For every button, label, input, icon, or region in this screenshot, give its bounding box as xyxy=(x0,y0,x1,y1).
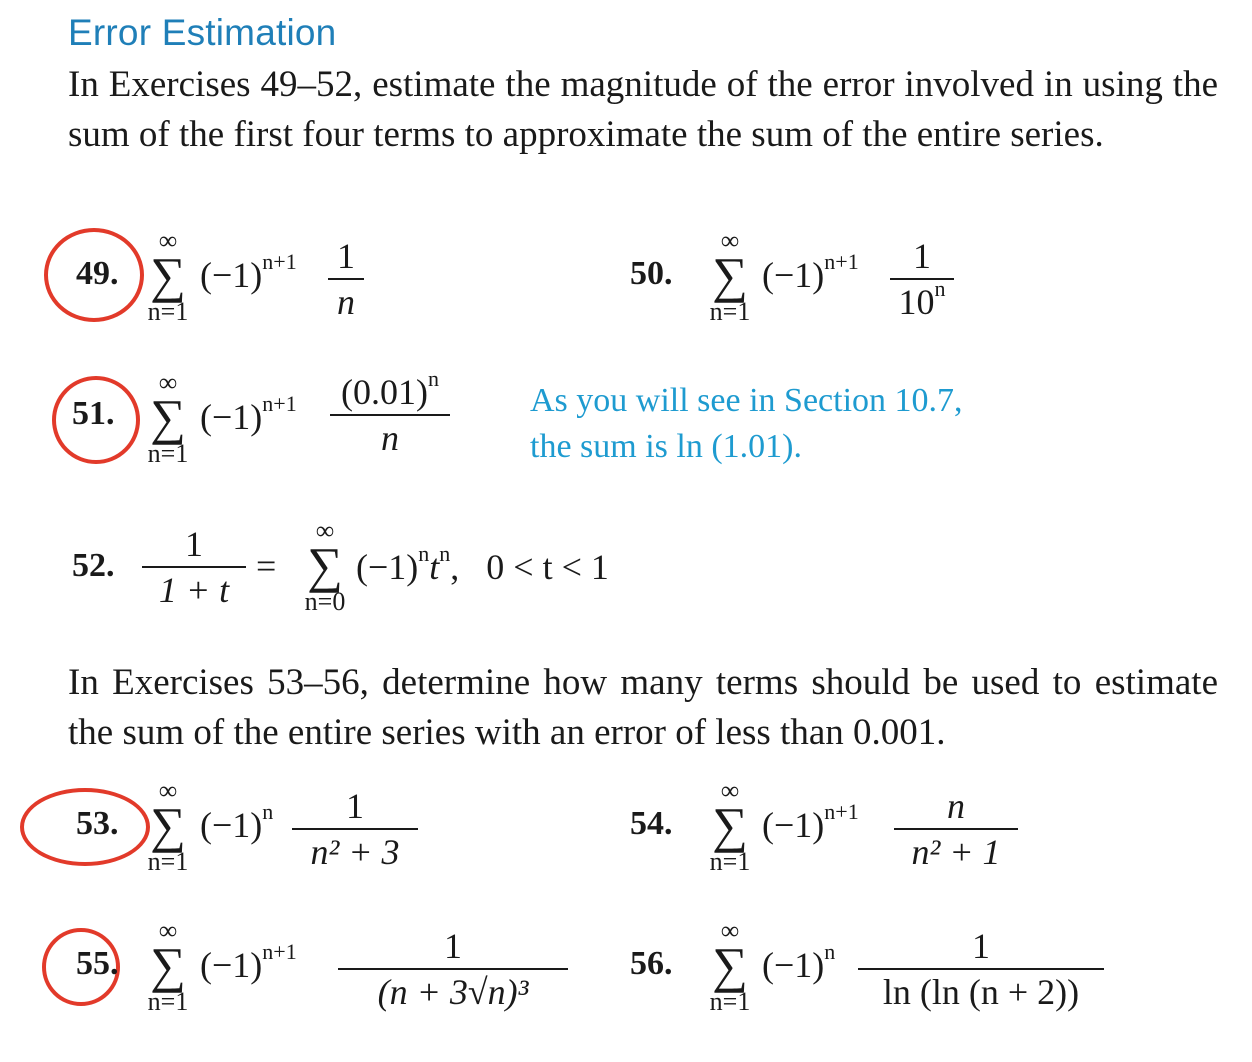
summation-49: ∞ ∑ n=1 xyxy=(147,226,189,326)
fraction-50: 1 10$^n$ xyxy=(890,236,954,322)
sign-term: $(-1)^{n+1}$ xyxy=(200,939,297,985)
fraction-54: n n² + 1 xyxy=(894,786,1018,872)
exercise-number: 51. xyxy=(72,395,115,432)
sign-term: $(-1)^n$ xyxy=(200,799,274,845)
fraction-55: 1 (n + 3√n)³ xyxy=(338,926,568,1012)
note-line-2: the sum is ln (1.01). xyxy=(530,428,802,465)
summation-51: ∞ ∑ n=1 xyxy=(147,368,189,468)
summation-50: ∞ ∑ n=1 xyxy=(709,226,751,326)
sign-term: $(-1)^n$ xyxy=(762,939,836,985)
sign-term: $(-1)^{n+1}$ xyxy=(200,391,297,437)
sign-term: $(-1)^{n+1}$ xyxy=(200,249,297,295)
equals-sign: = xyxy=(256,546,277,586)
note-line-1: As you will see in Section 10.7, xyxy=(530,382,963,419)
exercise-number: 52. xyxy=(72,547,115,584)
fraction-49: 1 n xyxy=(328,236,364,322)
summation-54: ∞ ∑ n=1 xyxy=(709,776,751,876)
exercise-number: 55. xyxy=(76,945,119,982)
fraction-53: 1 n² + 3 xyxy=(292,786,418,872)
exercise-number: 50. xyxy=(630,255,673,292)
summation-52: ∞ ∑ n=0 xyxy=(304,516,346,616)
instructions-53-56: In Exercises 53–56, determine how many terms should be used to estimate the sum of the entire series with an error of less than 0.001. xyxy=(68,662,1218,753)
instructions-49-52: In Exercises 49–52, estimate the magnitude of the error involved in using the sum of the first four terms to approximate the sum of the entire series. xyxy=(68,64,1218,155)
section-heading: Error Estimation xyxy=(68,12,337,53)
summation-53: ∞ ∑ n=1 xyxy=(147,776,189,876)
sign-term: $(-1)^{n+1}$ xyxy=(762,249,859,295)
exercise-number: 49. xyxy=(76,255,119,292)
exercise-number: 54. xyxy=(630,805,673,842)
sign-term: $(-1)^{n+1}$ xyxy=(762,799,859,845)
summation-56: ∞ ∑ n=1 xyxy=(709,916,751,1016)
fraction-52: 1 1 + t xyxy=(142,524,246,610)
summation-55: ∞ ∑ n=1 xyxy=(147,916,189,1016)
fraction-51: $(0.01)^n$ n xyxy=(330,372,450,458)
fraction-56: 1 ln (ln (n + 2)) xyxy=(858,926,1104,1012)
series-term-52: $(-1)^nt^n$, 0 < t < 1 xyxy=(356,541,609,587)
exercise-number: 53. xyxy=(76,805,119,842)
exercise-number: 56. xyxy=(630,945,673,982)
